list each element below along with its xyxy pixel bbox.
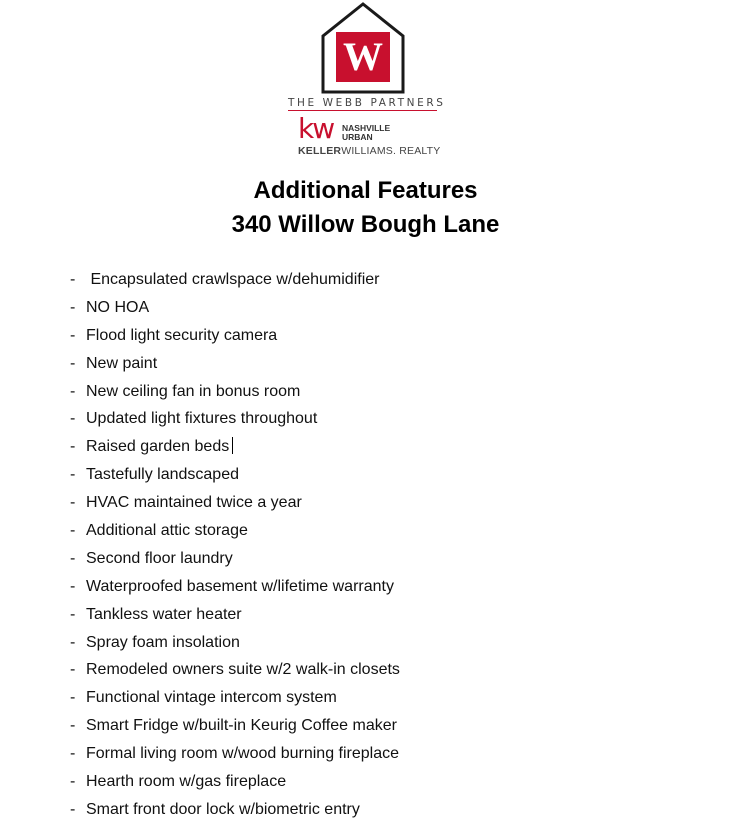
bullet-dash: - xyxy=(70,466,76,484)
feature-text: Raised garden beds xyxy=(86,438,230,456)
kw-city-line2: URBAN xyxy=(342,132,373,142)
bullet-dash: - xyxy=(70,494,76,512)
feature-text: Tastefully landscaped xyxy=(86,466,239,484)
kw-firm-bold: KELLER xyxy=(298,145,342,157)
kw-firm-rest: WILLIAMS. REALTY xyxy=(341,145,441,157)
feature-text: Updated light fixtures throughout xyxy=(86,410,318,428)
kw-logo: kw xyxy=(298,112,334,145)
feature-text: New paint xyxy=(86,354,158,372)
bullet-dash: - xyxy=(70,577,76,595)
kw-firm-name xyxy=(298,145,440,157)
page-title: Additional Features xyxy=(253,177,478,204)
list-item xyxy=(70,629,690,657)
logo-letter: W xyxy=(343,34,383,79)
list-item xyxy=(70,405,690,433)
bullet-dash: - xyxy=(70,326,76,344)
list-item xyxy=(70,573,690,601)
team-name: THE WEBB PARTNERS xyxy=(288,97,446,109)
feature-list xyxy=(70,266,690,824)
feature-text: Spray foam insolation xyxy=(86,633,240,651)
feature-text: Encapsulated crawlspace w/dehumidifier xyxy=(86,271,380,288)
brand-divider xyxy=(288,110,437,111)
bullet-dash: - xyxy=(70,410,76,428)
list-item xyxy=(70,350,690,378)
bullet-dash: - xyxy=(70,661,76,679)
list-item xyxy=(70,684,690,712)
bullet-dash: - xyxy=(70,271,76,288)
house-logo-icon xyxy=(321,2,405,94)
list-item xyxy=(70,601,690,629)
feature-text: Formal living room w/wood burning fireplace xyxy=(86,745,400,763)
list-item xyxy=(70,322,690,350)
list-item xyxy=(70,656,690,684)
feature-text: Tankless water heater xyxy=(86,605,242,623)
list-item xyxy=(70,378,690,406)
feature-text: Functional vintage intercom system xyxy=(86,689,337,707)
feature-text: New ceiling fan in bonus room xyxy=(86,382,301,400)
feature-text: Second floor laundry xyxy=(86,549,233,567)
bullet-dash: - xyxy=(70,745,76,763)
bullet-dash: - xyxy=(70,438,76,456)
bullet-dash: - xyxy=(70,522,76,540)
list-item xyxy=(70,433,690,461)
feature-text: Waterproofed basement w/lifetime warranty xyxy=(86,577,394,595)
list-item xyxy=(70,768,690,796)
list-item xyxy=(70,489,690,517)
bullet-dash: - xyxy=(70,605,76,623)
kw-city-line1: NASHVILLE xyxy=(342,123,391,133)
property-address: 340 Willow Bough Lane xyxy=(231,211,500,238)
feature-text: Smart Fridge w/built-in Keurig Coffee maker xyxy=(86,717,397,735)
feature-text: HVAC maintained twice a year xyxy=(86,494,302,512)
bullet-dash: - xyxy=(70,549,76,567)
bullet-dash: - xyxy=(70,717,76,735)
feature-text: Remodeled owners suite w/2 walk-in closets xyxy=(86,661,400,679)
list-item xyxy=(70,712,690,740)
bullet-dash: - xyxy=(70,689,76,707)
list-item xyxy=(70,517,690,545)
feature-text: Additional attic storage xyxy=(86,522,248,540)
feature-text: Smart front door lock w/biometric entry xyxy=(86,800,360,818)
feature-text: Hearth room w/gas fireplace xyxy=(86,773,287,791)
list-item xyxy=(70,740,690,768)
bullet-dash: - xyxy=(70,633,76,651)
list-item xyxy=(70,266,690,294)
kw-city-label xyxy=(342,124,390,142)
bullet-dash: - xyxy=(70,298,76,316)
list-item xyxy=(70,461,690,489)
feature-text: Flood light security camera xyxy=(86,326,278,344)
bullet-dash: - xyxy=(70,354,76,372)
bullet-dash: - xyxy=(70,382,76,400)
text-cursor xyxy=(232,437,233,454)
feature-text: NO HOA xyxy=(86,298,150,316)
bullet-dash: - xyxy=(70,800,76,818)
list-item xyxy=(70,796,690,824)
list-item xyxy=(70,545,690,573)
list-item xyxy=(70,294,690,322)
bullet-dash: - xyxy=(70,773,76,791)
